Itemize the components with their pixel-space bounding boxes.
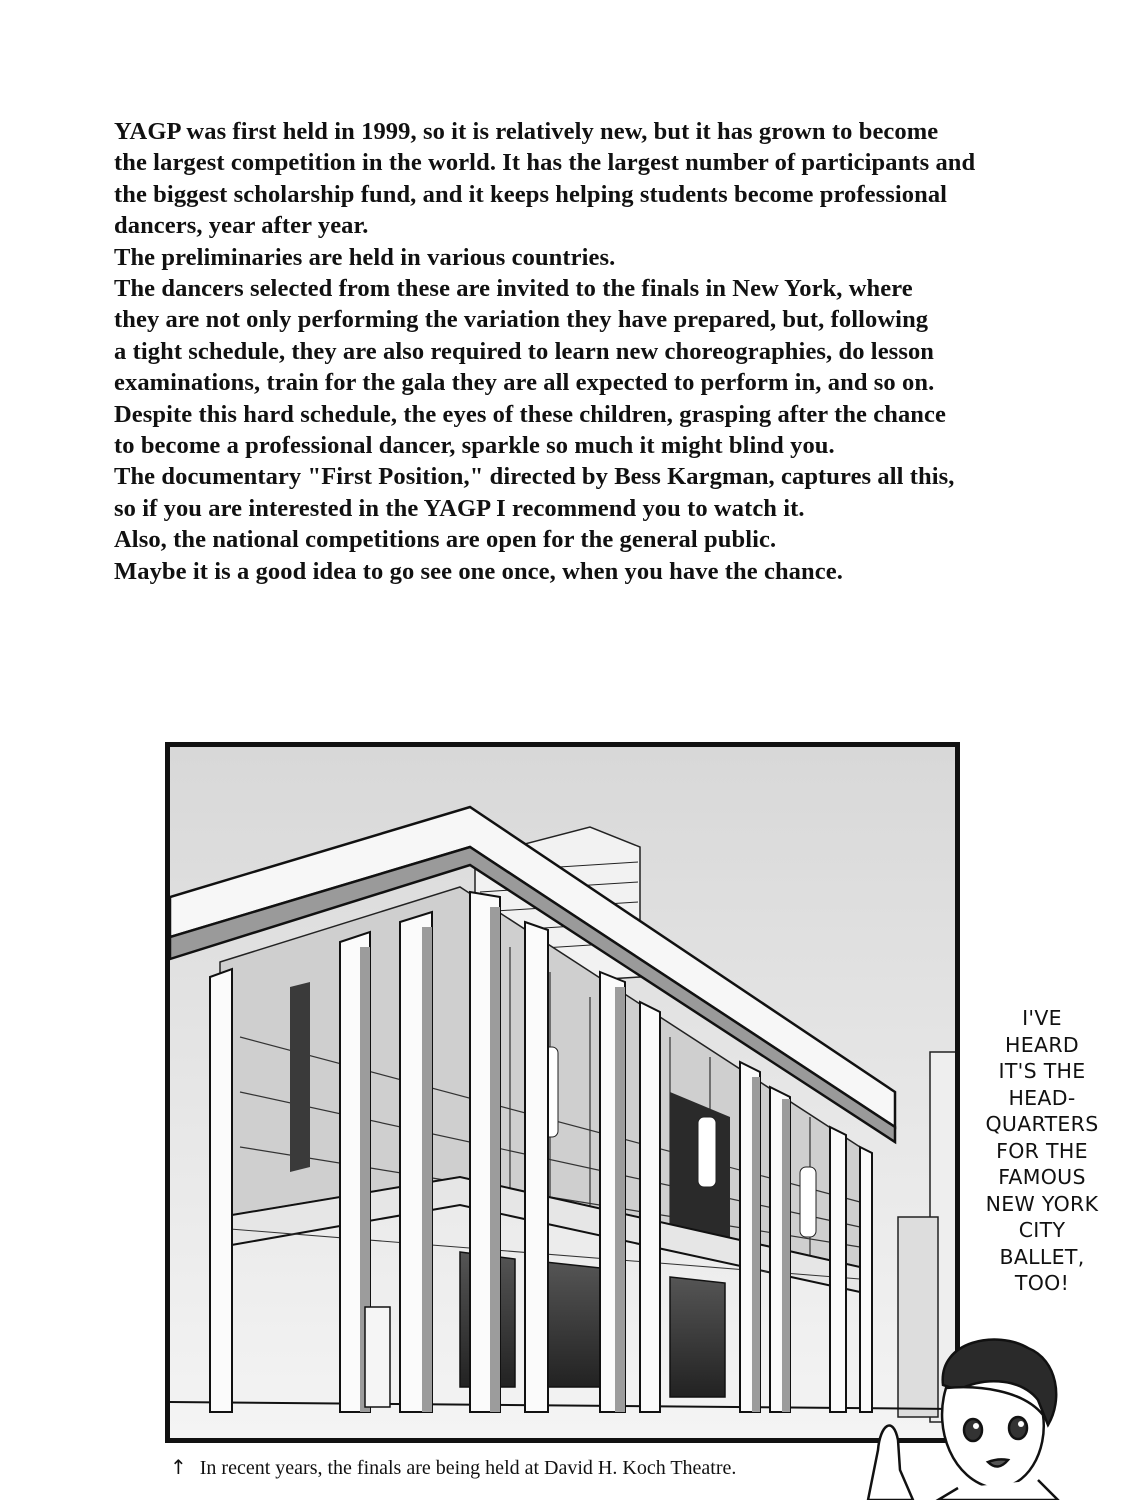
speech-line: BALLET, — [999, 1244, 1085, 1269]
speech-line: HEARD — [1005, 1032, 1079, 1057]
text-line: Also, the national competitions are open for the general public. — [114, 526, 777, 554]
girl-character-illustration — [838, 1330, 1118, 1500]
speech-line: CITY — [1018, 1218, 1066, 1242]
speech-line: HEAD- — [1008, 1085, 1076, 1110]
speech-line: FAMOUS — [998, 1165, 1086, 1189]
text-line: Despite this hard schedule, the eyes of these children, grasping after the chance — [114, 400, 946, 428]
speech-line: FOR THE — [996, 1138, 1088, 1163]
speech-line: NEW YORK — [985, 1191, 1099, 1216]
caption-text: In recent years, the finals are being held at David H. Koch Theatre. — [199, 1457, 737, 1479]
up-arrow-icon: ↑ — [170, 1455, 187, 1479]
speech-line: TOO! — [1014, 1271, 1070, 1295]
article-text — [114, 116, 1074, 587]
speech-line: QUARTERS — [985, 1112, 1099, 1136]
text-line: a tight schedule, they are also required to learn new choreographies, do lesson — [114, 337, 935, 365]
text-line: dancers, year after year. — [114, 212, 369, 240]
text-line: The preliminaries are held in various countries. — [114, 243, 616, 271]
text-line: they are not only performing the variation they have prepared, but, following — [114, 306, 929, 334]
text-line: the biggest scholarship fund, and it keeps helping students become professional — [114, 180, 948, 208]
panel-caption — [170, 1455, 736, 1480]
text-line: to become a professional dancer, sparkle so much it might blind you. — [114, 432, 835, 460]
text-line: examinations, train for the gala they are all expected to perform in, and so on. — [114, 369, 935, 397]
speech-line: IT'S THE — [998, 1059, 1086, 1083]
text-line: Maybe it is a good idea to go see one once, when you have the chance. — [114, 557, 843, 585]
text-line: so if you are interested in the YAGP I recommend you to watch it. — [114, 494, 805, 522]
text-line: the largest competition in the world. It has the largest number of participants and — [114, 149, 976, 177]
text-line: The dancers selected from these are invited to the finals in New York, where — [114, 275, 913, 303]
speech-text — [975, 1005, 1109, 1297]
text-line: YAGP was first held in 1999, so it is relatively new, but it has grown to become — [114, 118, 939, 145]
speech-line: I'VE — [1022, 1006, 1062, 1030]
text-line: The documentary "First Position," directed by Bess Kargman, captures all this, — [114, 463, 955, 491]
